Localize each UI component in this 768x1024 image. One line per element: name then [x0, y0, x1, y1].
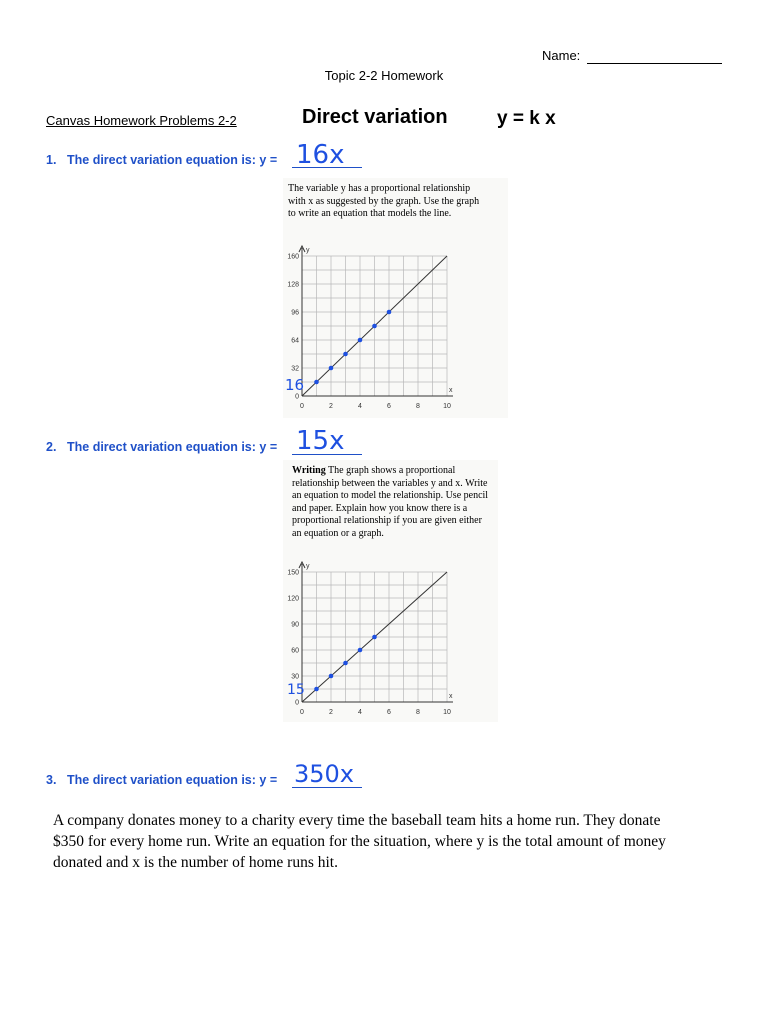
problem-3-text [53, 810, 733, 873]
problem-2-prompt: The direct variation equation is: y = [67, 440, 278, 454]
problem-3-text-line: donated and x is the number of home runs hit. [53, 854, 338, 871]
problem-2-graph [272, 554, 462, 724]
problem-1-text-line: with x as suggested by the graph. Use the graph [288, 195, 480, 207]
x-tick-label: 8 [416, 403, 420, 410]
problem-2-text-line: The graph shows a proportional [325, 465, 456, 476]
problem-2-writing-label: Writing [292, 465, 326, 476]
marked-point [314, 380, 319, 385]
x-tick-label: 6 [387, 403, 391, 410]
y-tick-label: 150 [287, 569, 299, 577]
y-axis-label: y [306, 563, 310, 570]
topic-heading: Topic 2-2 Homework [324, 68, 444, 83]
canvas-homework-link: Canvas Homework Problems 2-2 [46, 113, 237, 128]
problem-1-text-line: to write an equation that models the line. [288, 208, 452, 219]
y-tick-label: 0 [295, 699, 299, 707]
problem-1-margin-note: 16 [285, 376, 305, 394]
x-tick-label: 0 [300, 403, 304, 410]
problem-2-margin-note: 15 [287, 682, 305, 698]
name-label: Name: [542, 48, 581, 63]
problem-3-handwritten-answer: 350x [294, 760, 355, 788]
y-tick-label: 32 [291, 365, 299, 373]
y-tick-label: 128 [287, 281, 299, 289]
marked-point [387, 310, 392, 315]
x-tick-label: 2 [329, 403, 333, 410]
marked-point [314, 687, 319, 692]
problem-1-number: 1. [46, 153, 57, 167]
y-tick-label: 0 [295, 393, 299, 401]
problem-2-text-line: and paper. Explain how you know there is a [292, 502, 468, 514]
marked-point [358, 648, 363, 653]
y-tick-label: 60 [291, 647, 299, 655]
problem-3-text-line: A company donates money to a charity every time the baseball team hits a home run. They donate [53, 812, 661, 829]
x-tick-label: 8 [416, 709, 420, 716]
marked-point [329, 674, 334, 679]
problem-2-text-line: an equation to model the relationship. Use pencil [292, 490, 489, 501]
y-tick-label: 96 [291, 309, 299, 317]
y-tick-label: 30 [291, 673, 299, 681]
problem-2-number: 2. [46, 440, 57, 454]
problem-2-text-line: relationship between the variables y and x. Write [292, 477, 488, 489]
problem-1-text-line: The variable y has a proportional relationship [288, 183, 471, 194]
marked-point [343, 352, 348, 357]
y-tick-label: 160 [287, 253, 299, 261]
marked-point [372, 324, 377, 329]
x-tick-label: 6 [387, 709, 391, 716]
marked-point [372, 635, 377, 640]
problem-2-text-line: an equation or a graph. [292, 527, 384, 539]
x-tick-label: 4 [358, 403, 362, 410]
problem-3-prompt: The direct variation equation is: y = [67, 773, 278, 787]
x-tick-label: 2 [329, 709, 333, 716]
formula: y = k x [497, 108, 556, 129]
x-tick-label: 10 [443, 709, 451, 716]
y-tick-label: 64 [291, 337, 299, 345]
x-tick-label: 10 [443, 403, 451, 410]
problem-2-text-line: proportional relationship if you are given either [292, 515, 482, 526]
marked-point [343, 661, 348, 666]
x-axis-label: x [449, 387, 453, 394]
x-tick-label: 4 [358, 709, 362, 716]
problem-1-handwritten-answer: 16x [296, 140, 345, 170]
marked-point [329, 366, 334, 371]
y-tick-label: 120 [287, 595, 299, 603]
problem-2-handwritten-answer: 15x [296, 426, 345, 456]
marked-point [358, 338, 363, 343]
problem-1-text [288, 183, 479, 221]
y-tick-label: 90 [291, 621, 299, 629]
x-tick-label: 0 [300, 709, 304, 716]
page-title: Direct variation [302, 106, 448, 128]
problem-3-number: 3. [46, 773, 57, 787]
y-axis-label: y [306, 247, 310, 254]
x-axis-label: x [449, 693, 453, 700]
problem-1-prompt: The direct variation equation is: y = [67, 153, 278, 167]
name-blank-line [587, 63, 722, 64]
problem-3-text-line: $350 for every home run. Write an equation for the situation, where y is the total amount of money [53, 833, 666, 850]
problem-2-text [292, 465, 488, 540]
